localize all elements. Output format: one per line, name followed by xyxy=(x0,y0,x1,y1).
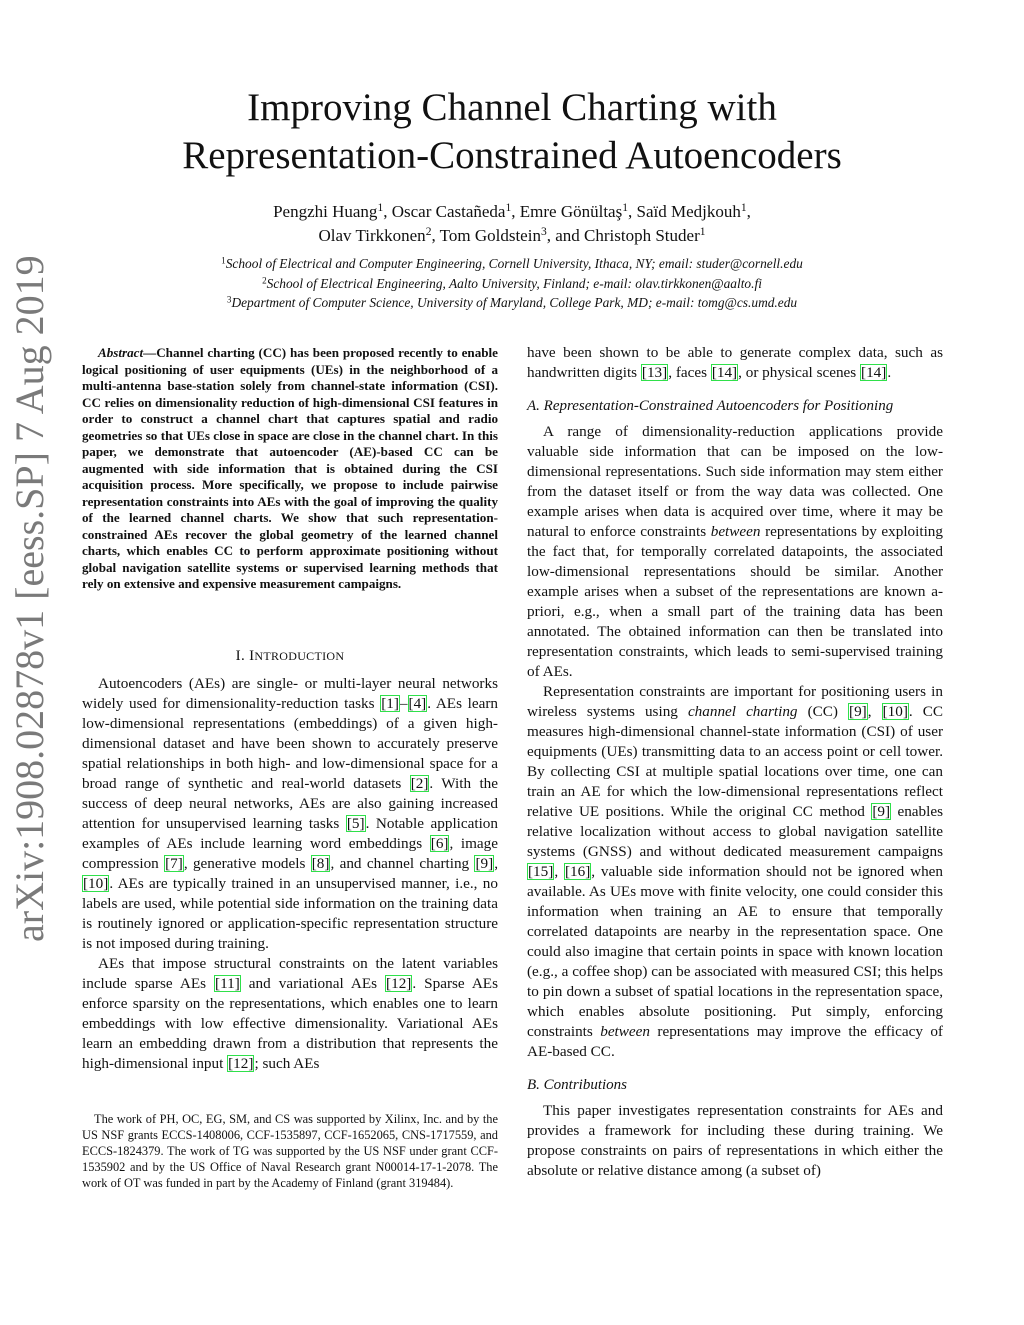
citation-link[interactable]: [4] xyxy=(408,695,427,712)
arxiv-identifier: arXiv:1908.02878v1 [eess.SP] 7 Aug 2019 xyxy=(7,255,52,942)
subsection-a-paragraph-2: Representation constraints are important for positioning users in wireless systems using channel charting (CC) [9], [10]. CC measures high-dimensional channel-state information (CSI) of user equipments (UEs) transmitting data to an access point or cell tower. By collecting CSI at multiple spatial locations over time, one can train an AE for which the low-dimensional representations reflect relative UE positions. While the original CC method [9] enables relative localization without access to global navigation satellite systems (GNSS) and without dedicated measurement campaigns [15], [16], valuable side information should not be ignored when available. As UEs move with finite velocity, one could consider this information when training an AE to ensure that temporally correlated datapoints are nearby in the representation space. One could also imagine that certain points in space with known location (e.g., a coffee shop) can be associated with measured CSI; this helps to pin down a subset of spatial locations in the representation space, which enables absolute positioning. Put simply, enforcing constraints between representations may improve the efficacy of AE-based CC. xyxy=(527,683,944,1060)
citation-link[interactable]: [10] xyxy=(83,875,109,892)
author-affiliation-marker: 3 xyxy=(540,225,547,239)
author-affiliation-marker: 1 xyxy=(622,201,628,215)
citation-link[interactable]: [10] xyxy=(882,703,908,720)
emphasis-text: between xyxy=(600,1023,650,1040)
right-continuation-paragraph: have been shown to be able to generate complex data, such as handwritten digits [13], faces [14], or physical scenes [14]. xyxy=(527,344,943,381)
title-line-1: Improving Channel Charting with xyxy=(247,86,777,129)
paper-title xyxy=(0,84,1024,180)
citation-link[interactable]: [16] xyxy=(564,863,591,880)
citation-link[interactable]: [5] xyxy=(346,815,365,832)
citation-link[interactable]: [14] xyxy=(711,364,738,381)
citation-link[interactable]: [9] xyxy=(475,855,494,872)
author-affiliation-marker: 1 xyxy=(740,201,747,215)
funding-footnote: The work of PH, OC, EG, SM, and CS was supported by Xilinx, Inc. and by the US NSF grants ECCS-1408006, CCF-1535897, CCF-1652065, CNS-1717559, and ECCS-1824379. The work of TG was supported by the US NSF under grant CCF-1535902 and by the US Office of Naval Research grant N00014-17-1-2078. The work of OT was funded in part by the Academy of Finland (grant 319484). xyxy=(82,1112,498,1190)
emphasis-text: between xyxy=(710,523,761,540)
contributions-paragraph: This paper investigates representation constraints for AEs and provides a framework for including these during training. We propose constraints on pairs of representations in which either the absolute or relative distance among (a subset of) xyxy=(527,1102,943,1179)
intro-paragraph-2: AEs that impose structural constraints on the latent variables include sparse AEs [11] and variational AEs [12]. Sparse AEs enforce sparsity on the representations, which enables one to learn embeddings with low effective dimensionality. Variational AEs learn an embedding drawn from a distribution that represents the high-dimensional input [12]; such AEs xyxy=(82,955,498,1072)
intro-paragraph-1: Autoencoders (AEs) are single- or multi-layer neural networks widely used for dimensionality-reduction tasks [1]–[4]. AEs learn low-dimensional representations (embeddings) of a given high-dimensional dataset and have been shown to accurately preserve spatial relationships in both high- and low-dimensional space for a broad range of synthetic and real-world datasets [2]. With the success of deep neural networks, AEs are also gaining increased attention for unsupervised learning tasks [5]. Notable application examples of AEs include learning word embeddings [6], image compression [7], generative models [8], and channel charting [9], [10]. AEs are typically trained in an unsupervised manner, i.e., no labels are used, while potential side information on the training data is routinely ignored or application-specific representation structure is not imposed during training. xyxy=(82,675,499,952)
citation-link[interactable]: [12] xyxy=(386,975,412,992)
author-affiliation-marker: 1 xyxy=(377,201,384,215)
right-column-body xyxy=(527,343,943,1181)
author-affiliation-marker: 1 xyxy=(505,201,512,215)
citation-link[interactable]: [15] xyxy=(528,863,554,880)
title-line-2: Representation-Constrained Autoencoders xyxy=(182,134,842,177)
citation-link[interactable]: [8] xyxy=(311,855,330,872)
author-name: Tom Goldstein xyxy=(439,226,541,245)
author-name: Christoph Studer xyxy=(584,226,700,245)
author-list xyxy=(0,200,1024,248)
subsection-heading-b: B. Contributions xyxy=(527,1077,628,1093)
author-affiliation-marker: 2 xyxy=(425,225,432,239)
abstract xyxy=(82,345,498,593)
author-line-2: Olav Tirkkonen$^2$, Tom Goldstein$^3$, and Christoph Studer$^1$ xyxy=(318,225,706,245)
left-column-body xyxy=(82,674,498,1074)
citation-link[interactable]: [1] xyxy=(381,695,399,712)
citation-link[interactable]: [6] xyxy=(430,835,449,852)
subsection-a-paragraph-1: A range of dimensionality-reduction applications provide valuable side information that can be imposed on the low-dimensional representations. Such side information may stem either from the dataset itself or from the way data was collected. One example arises when data is acquired over time, where it may be natural to enforce constraints between representations by exploiting the fact that, for temporally correlated datapoints, the associated low-dimensional representations should be similar. Another example arises when a subset of the representations are known a-priori, e.g., when a small part of the training data has been annotated. The obtained information can then be translated into representation constraints, which leads to semi-supervised training of AEs. xyxy=(527,423,943,680)
citation-link[interactable]: [13] xyxy=(641,364,668,381)
subsection-heading-a: A. Representation-Constrained Autoencoders for Positioning xyxy=(527,398,894,414)
citation-link[interactable]: [12] xyxy=(228,1055,254,1072)
author-name: Emre Gönültaş xyxy=(519,202,623,221)
author-affiliation-marker: 1 xyxy=(699,225,706,239)
affiliation-3: $^3$Department of Computer Science, University of Maryland, College Park, MD; e-mail: tomg@cs.umd.edu xyxy=(226,294,798,310)
citation-link[interactable]: [9] xyxy=(849,703,867,720)
affiliation-2: $^2$School of Electrical Engineering, Aalto University, Finland; e-mail: olav.tirkkonen@aalto.fi xyxy=(262,274,762,291)
citation-link[interactable]: [11] xyxy=(215,975,240,992)
citation-link[interactable]: [9] xyxy=(872,803,891,820)
author-name: Oscar Castañeda xyxy=(391,202,506,221)
author-name: Olav Tirkkonen xyxy=(318,226,426,245)
citation-link[interactable]: [2] xyxy=(410,775,429,792)
emphasis-text: channel charting xyxy=(687,703,798,720)
citation-link[interactable]: [7] xyxy=(165,855,183,872)
section-heading-introduction: I. INTRODUCTION xyxy=(235,648,345,664)
author-name: Pengzhi Huang xyxy=(273,202,378,221)
author-name: Saïd Medjkouh xyxy=(636,202,741,221)
author-line-1: Pengzhi Huang$^1$, Oscar Castañeda$^1$, Emre Gönültaş$^1$, Saïd Medjkouh$^1$, xyxy=(273,201,751,221)
affiliations xyxy=(0,254,1024,313)
citation-link[interactable]: [14] xyxy=(861,364,887,381)
abstract-text: —Channel charting (CC) has been proposed recently to enable logical positioning of user equipments (UEs) in the neighborhood of a multi-antenna base-station solely from channel-state information (CSI). CC relies on dimensionality reduction of high-dimensional CSI features in order to construct a channel chart that captures spatial and radio geometries so that UEs close in space are close in the channel chart. In this paper, we demonstrate that autoencoder (AE)-based CC can be augmented with side information that is obtained during the CSI acquisition process. More specifically, we propose to include pairwise representation constraints into AEs with the goal of improving the quality of the learned channel charts. We show that such representation-constrained AEs recover the global geometry of the learned channel charts, which enables CC to perform approximate positioning without global navigation satellite systems or supervised learning methods that rely on extensive and expensive measurement campaigns. xyxy=(82,345,498,591)
abstract-label: Abstract xyxy=(98,345,144,360)
affiliation-1: $^1$School of Electrical and Computer Engineering, Cornell University, Ithaca, NY; email: studer@cornell.edu xyxy=(221,255,803,271)
